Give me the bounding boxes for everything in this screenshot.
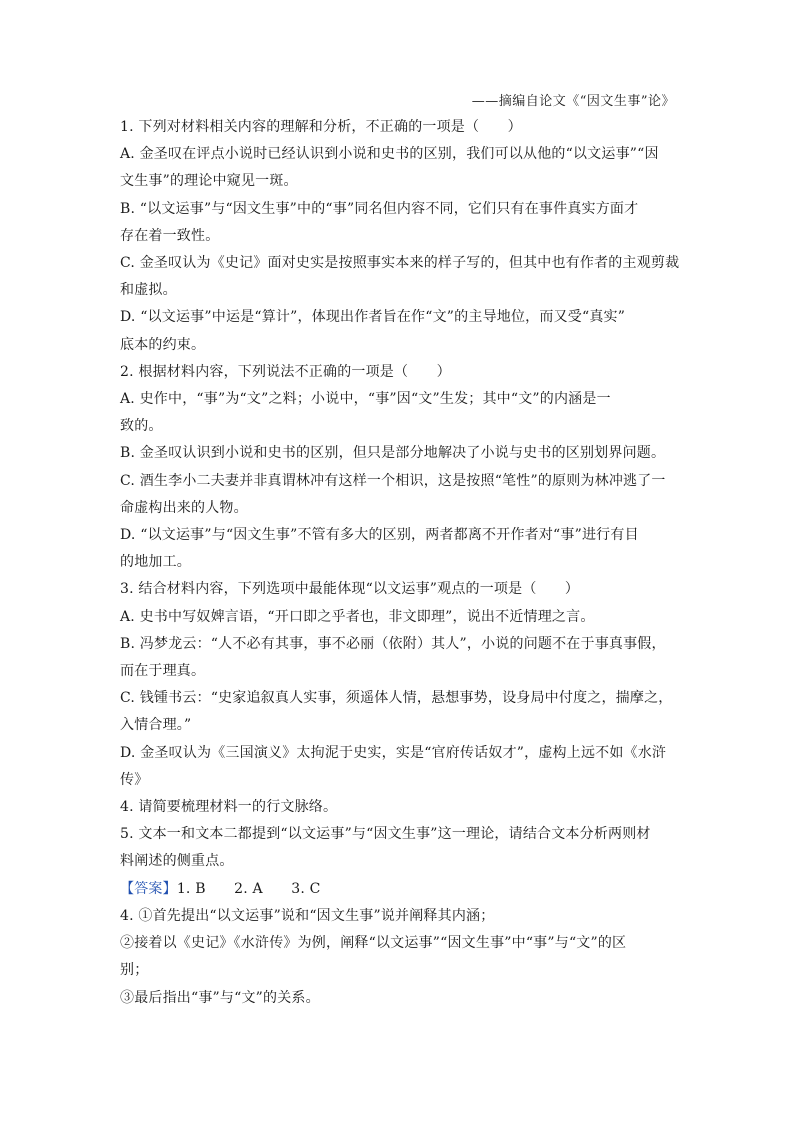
text-line: D. 金圣叹认为《三国演义》太拘泥于史实，实是“官府传话奴才”，虚构上远不如《水浒 [120, 744, 667, 761]
answer-values: 1. B 2. A 3. C [176, 880, 321, 897]
text-line: D. “以文运事”与“因文生事”不管有多大的区别，两者都离不开作者对“事”进行有目 [120, 527, 639, 544]
text-line: 5. 文本一和文本二都提到“以文运事”与“因文生事”这一理论，请结合文本分析两则材 [120, 826, 651, 843]
text-line: 而在于理真。 [120, 663, 206, 680]
answer-text-line: 别； [120, 962, 149, 979]
text-line: 料阐述的侧重点。 [120, 853, 234, 870]
text-line: 的地加工。 [120, 554, 191, 571]
text-line: 传》 [120, 771, 149, 788]
text-line: 文生事”的理论中窥见一斑。 [120, 173, 298, 190]
answer-tag: 【答案】 [120, 880, 177, 897]
text-line: C. 钱锺书云：“史家追叙真人实事，须遥体人情，悬想事势，设身局中付度之，揣摩之， [120, 690, 673, 707]
answer-block [120, 903, 675, 1012]
text-line: 致的。 [120, 418, 163, 435]
text-line: A. 金圣叹在评点小说时已经认识到小说和史书的区别，我们可以从他的“以文运事”“因 [120, 146, 659, 163]
text-line: C. 酒生李小二夫妻并非真谓林冲有这样一个相识，这是按照“笔性”的原则为林冲逃了一 [120, 472, 666, 489]
answer-text-line: 4. ①首先提出“以文运事”说和“因文生事”说并阐释其内涵； [120, 907, 495, 924]
text-line: A. 史书中写奴婢言语，“开口即之乎者也，非文即理”，说出不近情理之言。 [120, 608, 595, 625]
text-line: A. 史作中，“事”为“文”之料；小说中，“事”因“文”生发；其中“文”的内涵是一 [120, 391, 611, 408]
text-line: 存在着一致性。 [120, 227, 220, 244]
text-line: B. “以文运事”与“因文生事”中的“事”同名但内容不同，它们只有在事件真实方面才 [120, 200, 639, 217]
text-line: 2. 根据材料内容，下列说法不正确的一项是（ ） [120, 363, 451, 380]
questions-block [120, 114, 680, 876]
text-line: 1. 下列对材料相关内容的理解和分析，不正确的一项是（ ） [120, 119, 522, 135]
document-page [120, 92, 680, 1012]
text-line: 3. 结合材料内容，下列选项中最能体现“以文运事”观点的一项是（ ） [120, 581, 580, 598]
answer-text-line: ②接着以《史记》《水浒传》为例，阐释“以文运事”“因文生事”中“事”与“文”的区 [120, 935, 627, 952]
text-line: C. 金圣叹认为《史记》面对史实是按照事实本来的样子写的，但其中也有作者的主观剪裁 [120, 255, 680, 272]
text-line: 和虚拟。 [120, 282, 177, 299]
text-line: 命虚构出来的人物。 [120, 499, 248, 516]
text-line: B. 金圣叹认识到小说和史书的区别，但只是部分地解决了小说与史书的区别划界问题。 [120, 445, 666, 462]
answer-line [120, 876, 675, 903]
text-line: B. 冯梦龙云：“人不必有其事，事不必丽（依附）其人”，小说的问题不在于事真事假， [120, 635, 666, 652]
text-line: 4. 请简要梳理材料一的行文脉络。 [120, 799, 338, 816]
text-line: 入情合理。” [120, 717, 192, 734]
text-line: D. “以文运事”中运是“算计”，体现出作者旨在作“文”的主导地位，而又受“真实” [120, 309, 626, 326]
answer-text-line: ③最后指出“事”与“文”的关系。 [120, 989, 320, 1006]
source-citation: ——摘编自论文《“因文生事”论》 [471, 94, 675, 109]
text-line: 底本的约束。 [120, 336, 206, 353]
